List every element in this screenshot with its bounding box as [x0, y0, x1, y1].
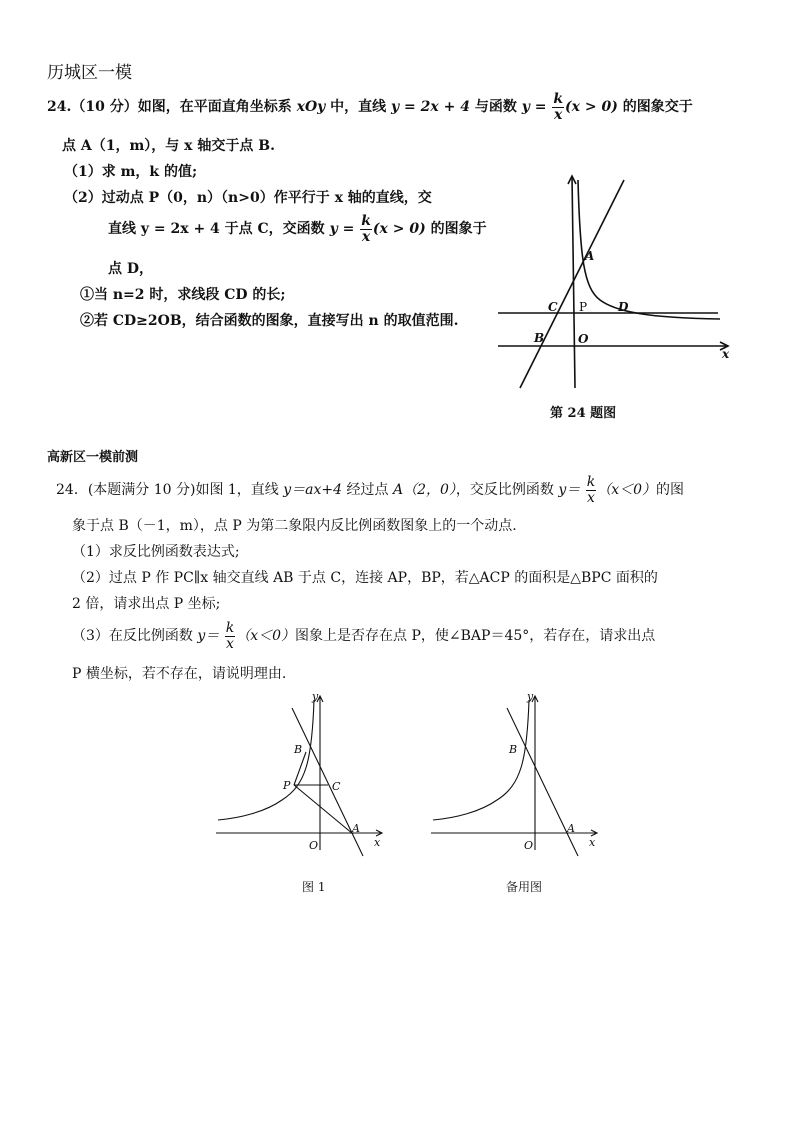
- label-B: B: [294, 743, 303, 756]
- label-y: y: [527, 690, 534, 703]
- label-O: O: [309, 839, 319, 852]
- section2-spare-figure: [425, 690, 605, 860]
- section2-question-line1: 24．(本题满分 10 分)如图 1，直线 y＝ax+4 经过点 A（2，0），交反比例函数 y＝ $\frac{k}{x}$ （x＜0）的图: [56, 474, 685, 506]
- label-x: x: [374, 836, 381, 849]
- label-x: x: [722, 347, 730, 361]
- spare-figure-caption: 备用图: [506, 880, 543, 894]
- section1-question-line1: 24.（10 分）如图，在平面直角坐标系 xOy 中，直线 y = 2x + 4 与函数 y = $\frac{k}{x}$ (x > 0) 的图象交于: [47, 91, 693, 123]
- fraction-k-over-x: $\frac{k}{x}$: [586, 474, 596, 506]
- hyperbola-curve: [218, 700, 314, 820]
- section1-part2-line1: （2）过动点 P（0，n）（n>0）作平行于 x 轴的直线，交: [64, 190, 432, 206]
- section1-question-line2: 点 A（1，m），与 x 轴交于点 B.: [62, 138, 275, 154]
- section1-subpart1: ①当 n=2 时，求线段 CD 的长;: [80, 287, 286, 303]
- section2-question-line2: 象于点 B（－1，m），点 P 为第二象限内反比例函数图象上的一个动点.: [72, 518, 517, 534]
- fraction-k-over-x: $\frac{k}{x}$: [225, 620, 235, 652]
- label-A: A: [567, 822, 575, 835]
- section2-part3-line2: P 横坐标，若不存在，请说明理由.: [72, 666, 287, 682]
- section2-heading: 高新区一模前测: [47, 450, 139, 465]
- section2-part3-line1: （3）在反比例函数 y＝ $\frac{k}{x}$ （x＜0）图象上是否存在点 P，使∠BAP＝45°，若存在，请求出点: [72, 620, 656, 652]
- section1-heading: 历城区一模: [47, 63, 132, 83]
- label-O: O: [578, 332, 589, 346]
- label-A: A: [352, 822, 360, 835]
- segment-PA: [294, 785, 353, 834]
- label-C: C: [548, 300, 558, 314]
- label-y: y: [312, 690, 319, 703]
- fraction-k-over-x: $\frac{k}{x}$: [361, 213, 371, 245]
- section1-figure: [490, 168, 740, 398]
- label-D: D: [618, 300, 629, 314]
- segment-PB: [294, 752, 306, 785]
- label-O: O: [524, 839, 534, 852]
- fraction-k-over-x: $\frac{k}{x}$: [553, 91, 564, 123]
- label-C: C: [332, 780, 341, 793]
- figure1-caption: 图 1: [302, 880, 326, 894]
- section1-part2-line2: 直线 y = 2x + 4 于点 C，交函数 y = $\frac{k}{x}$ (x > 0) 的图象于: [108, 213, 487, 245]
- label-A: A: [585, 249, 595, 263]
- label-x: x: [589, 836, 596, 849]
- section1-figure-caption: 第 24 题图: [550, 406, 617, 421]
- label-P: P: [579, 300, 588, 314]
- hyperbola-curve: [433, 700, 529, 820]
- section1-subpart2: ②若 CD≥2OB，结合函数的图象，直接写出 n 的取值范围.: [80, 313, 459, 329]
- label-B: B: [509, 743, 518, 756]
- section2-figure1: [210, 690, 390, 860]
- section2-part2-line1: （2）过点 P 作 PC∥x 轴交直线 AB 于点 C，连接 AP，BP，若△ACP 的面积是△BPC 面积的: [72, 570, 658, 586]
- label-P: P: [283, 779, 291, 792]
- hyperbola-curve: [578, 180, 720, 319]
- section2-part1: （1）求反比例函数表达式;: [72, 544, 240, 560]
- section1-part2-line3: 点 D，: [108, 261, 154, 277]
- label-B: B: [534, 331, 545, 345]
- section2-part2-line2: 2 倍，请求出点 P 坐标;: [72, 596, 221, 612]
- section1-part1: （1）求 m，k 的值;: [64, 164, 198, 180]
- question-number: 24.（10 分）: [47, 99, 138, 116]
